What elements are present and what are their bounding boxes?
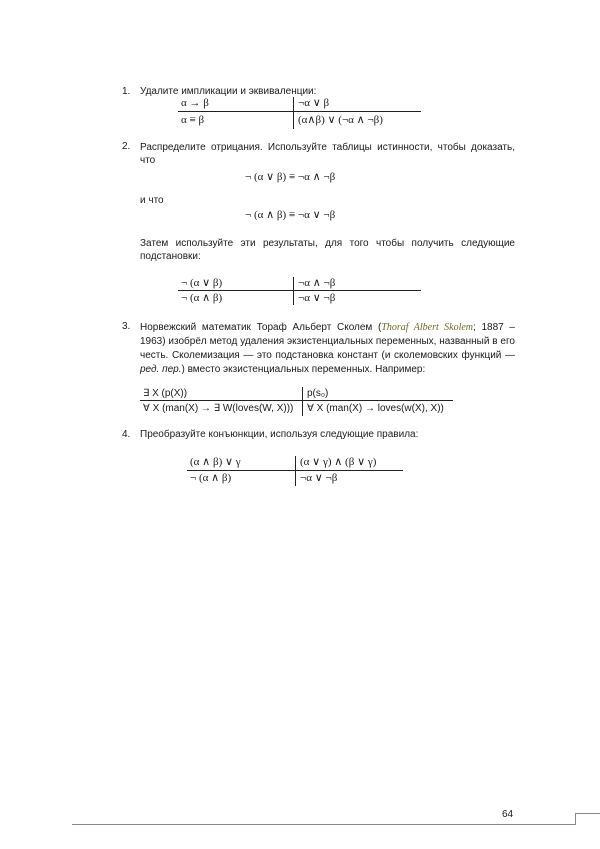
footer-rule xyxy=(72,824,576,825)
item-text: Распределите отрицания. Используйте таблицы истинности, чтобы доказать, xyxy=(140,142,515,153)
table-cell: ¬α ∧ ¬β xyxy=(298,277,336,289)
table-divider xyxy=(302,387,303,416)
item-number: 3. xyxy=(122,321,131,332)
table-cell: ∃ X (p(X)) xyxy=(143,388,188,399)
item-text: подстановки: xyxy=(140,251,201,262)
item-text: и что xyxy=(140,195,164,206)
item-number: 2. xyxy=(122,141,131,152)
table-cell: (α ∨ γ) ∧ (β ∨ γ) xyxy=(300,456,377,468)
table-cell: ¬ (α ∨ β) xyxy=(181,277,223,289)
table-cell: ¬ (α ∧ β) xyxy=(181,292,223,304)
item-text: Затем используйте эти результаты, для того чтобы получить следующие xyxy=(140,238,515,249)
item-text: Преобразуйте конъюнкции, используя следующие правила: xyxy=(140,429,419,440)
table-cell: ¬α ∨ ¬β xyxy=(300,472,338,484)
table-cell: (α∧β) ∨ (¬α ∧ ¬β) xyxy=(298,114,383,126)
table-rule xyxy=(178,290,421,291)
footer-corner xyxy=(575,813,576,825)
page-number: 64 xyxy=(502,809,514,820)
skolem-name: Thoraf Albert Skolem xyxy=(381,322,474,333)
table-cell: ∀ X (man(X) → loves(w(X), X)) xyxy=(307,403,444,414)
equation: ¬ (α ∧ β) ≡ ¬α ∨ ¬β xyxy=(245,209,336,221)
item-text: Удалите импликации и эквиваленции: xyxy=(140,86,317,97)
table-divider xyxy=(293,277,294,305)
table-cell: α ≡ β xyxy=(181,114,205,126)
item-number: 4. xyxy=(122,429,131,440)
footer-corner-top xyxy=(575,813,600,814)
table-cell: ¬α ∨ β xyxy=(298,97,330,109)
item-number: 1. xyxy=(122,86,131,97)
equation: ¬ (α ∨ β) ≡ ¬α ∧ ¬β xyxy=(245,171,336,183)
editor-note: ред. пер. xyxy=(140,364,182,375)
table-divider xyxy=(293,97,294,129)
table-rule xyxy=(178,111,421,112)
table-cell: p(s₀) xyxy=(307,388,329,399)
table-cell: (α ∧ β) ∨ γ xyxy=(190,456,241,468)
table-cell: ∀ X (man(X) → ∃ W(loves(W, X))) xyxy=(143,403,294,414)
item-text: что xyxy=(140,155,156,166)
table-rule xyxy=(140,400,453,401)
table-cell: ¬α ∨ ¬β xyxy=(298,292,336,304)
table-divider xyxy=(295,456,296,486)
table-cell: ¬ (α ∧ β) xyxy=(190,472,232,484)
item-text xyxy=(140,321,515,377)
text-part: Норвежский математик Тораф Альберт Сколем ( xyxy=(140,322,382,333)
text-part: ; 1887 – 1963) изобрёл метод удаления экзистенциальных переменных, названный в его честь. Сколемизация — это подстановка констант (и сколемовских функций — xyxy=(140,322,515,361)
table-cell: α → β xyxy=(181,97,209,109)
text-part: ) вместо экзистенциальных переменных. Например: xyxy=(181,364,426,375)
